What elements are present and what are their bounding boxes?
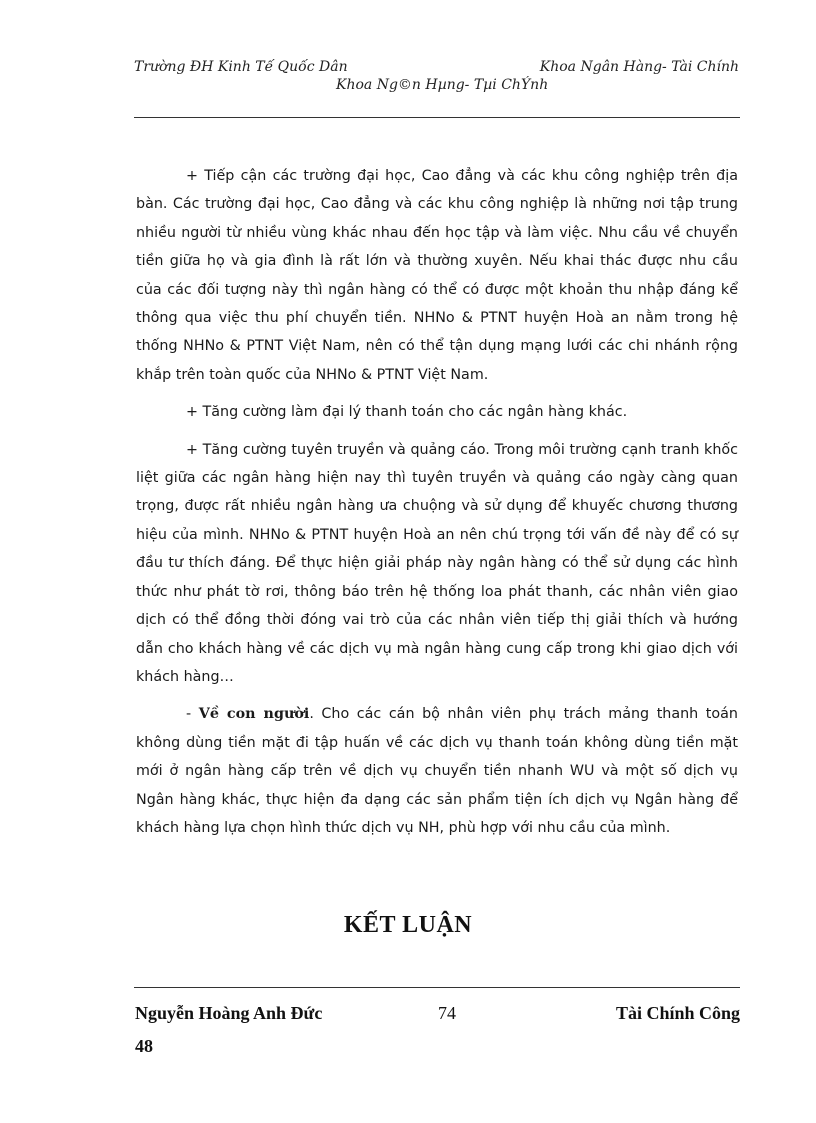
header-university: Trường ĐH Kinh Tế Quốc Dân xyxy=(134,59,348,75)
footer-author: Nguyễn Hoàng Anh Đức xyxy=(135,1003,323,1023)
header-faculty: Khoa Ngân Hàng- Tài Chính xyxy=(539,59,739,75)
footer-department: Tài Chính Công xyxy=(615,1003,740,1023)
footer-divider xyxy=(134,987,740,988)
header-divider xyxy=(134,117,740,118)
paragraph-people xyxy=(136,700,738,842)
body-text xyxy=(136,162,738,851)
footer-page-number: 74 xyxy=(438,1003,456,1023)
paragraph-advertising: + Tăng cường tuyên truyền và quảng cáo. Trong môi trường cạnh tranh khốc liệt giữa các ngân hàng hiện nay thì tuyên truyền và quảng cáo ngày càng quan trọng, được rất nhiều ngân hàng ưa chuộng và sử dụng để khuyếc chương thương hiệu của mình. NHNo & PTNT huyện Hoà an nên chú trọng tới vấn đề này để có sự đầu tư thích đáng. Để thực hiện giải pháp này ngân hàng có thể sử dụng các hình thức như phát tờ rơi, thông báo trên hệ thống loa phát thanh, các nhân viên giao dịch có thể đồng thời đóng vai trò của các nhân viên tiếp thị giải thích và hướng dẫn cho khách hàng về các dịch vụ mà ngân hàng cung cấp trong khi giao dịch với khách hàng… xyxy=(136,441,738,685)
paragraph-people-heading: Về con người xyxy=(198,706,310,723)
conclusion-heading: KẾT LUẬN xyxy=(343,912,473,938)
footer-class-number: 48 xyxy=(135,1036,153,1056)
paragraph-universities: + Tiếp cận các trường đại học, Cao đẳng và các khu công nghiệp trên địa bàn. Các trường đại học, Cao đẳng và các khu công nghiệp là những nơi tập trung nhiều người từ nhiều vùng khác nhau đến học tập và làm việc. Nhu cầu về chuyển tiền giữa họ và gia đình là rất lớn và thường xuyên. Nếu khai thác được nhu cầu của các đối tượng này thì ngân hàng có thể có được một khoản thu nhập đáng kể thông qua việc thu phí chuyển tiền. NHNo & PTNT huyện Hoà an nằm trong hệ thống NHNo & PTNT Việt Nam, nên có thể tận dụng mạng lưới các chi nhánh rộng khắp trên toàn quốc của NHNo & PTNT Việt Nam. xyxy=(136,168,738,383)
paragraph-people-prefix: - xyxy=(186,706,199,723)
header-faculty-garbled: Khoa Ng©n Hµng- Tµi ChÝnh xyxy=(336,77,549,93)
paragraph-people-text: . Cho các cán bộ nhân viên phụ trách mảng thanh toán không dùng tiền mặt đi tập huấn về các dịch vụ thanh toán không dùng tiền mặt mới ở ngân hàng cấp trên về dịch vụ chuyển tiền nhanh WU và một số dịch vụ Ngân hàng khác, thực hiện đa dạng các sản phẩm tiện ích dịch vụ Ngân hàng để khách hàng lựa chọn hình thức dịch vụ NH, phù hợp với nhu cầu của mình. xyxy=(136,706,738,836)
paragraph-agent-payments: + Tăng cường làm đại lý thanh toán cho các ngân hàng khác. xyxy=(186,404,628,421)
